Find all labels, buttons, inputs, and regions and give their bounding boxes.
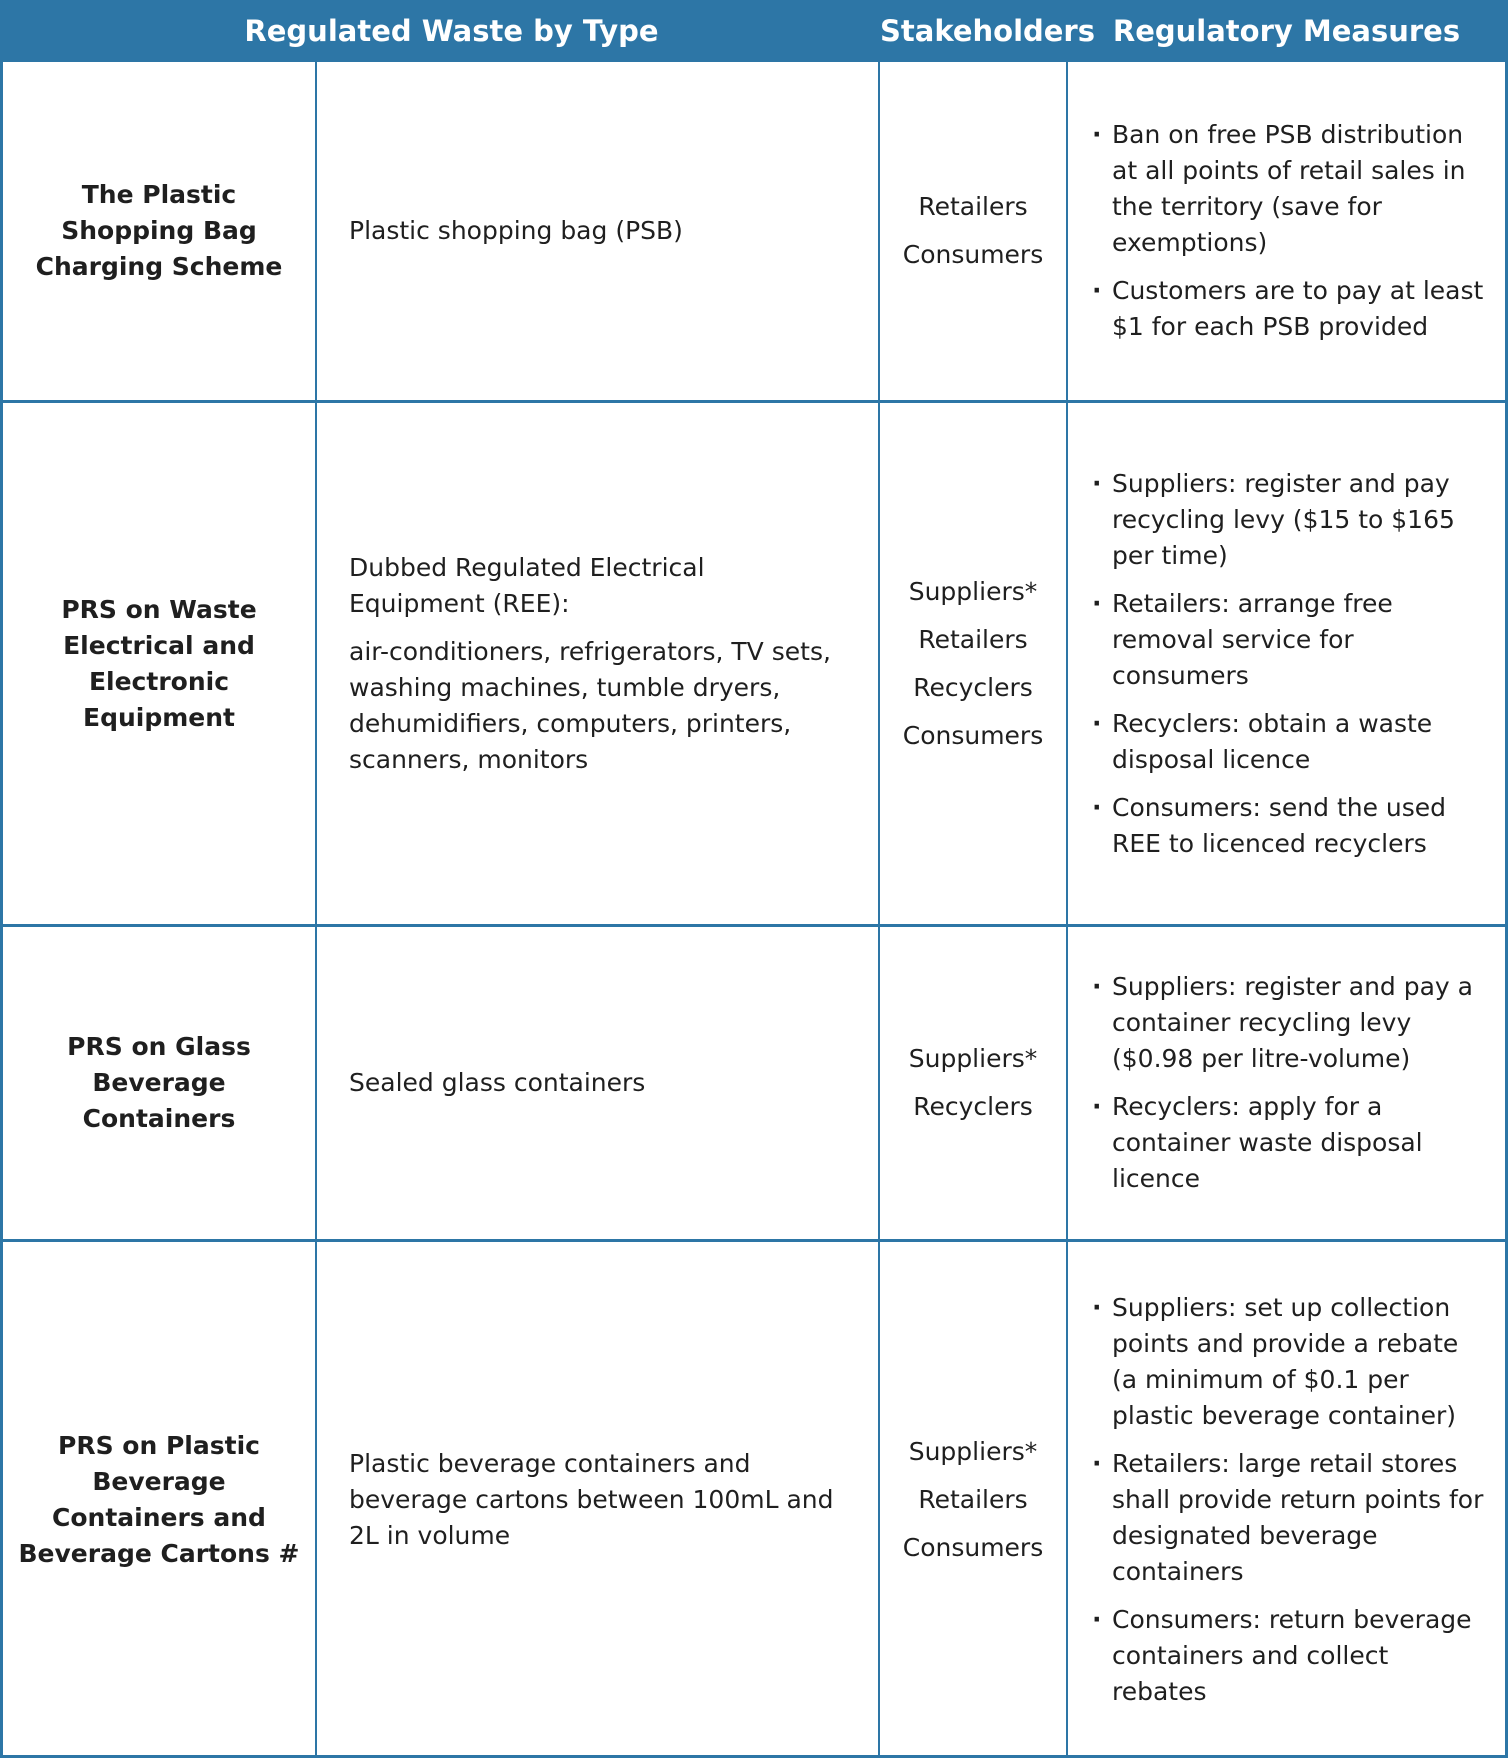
stakeholders <box>880 62 1068 400</box>
regulatory-measures <box>1068 927 1505 1239</box>
regulatory-measures <box>1068 1242 1505 1758</box>
table-row-waste-electrical-equipment <box>3 403 1505 927</box>
stakeholder: Recyclers <box>913 672 1033 702</box>
measure-item: · Suppliers: register and pay recycling levy ($15 to $165 per time) <box>1092 466 1489 574</box>
waste-text: Plastic beverage containers and beverage cartons between 100mL and 2L in volume <box>349 1449 834 1550</box>
regulatory-measures <box>1068 403 1505 924</box>
stakeholder: Retailers <box>918 1485 1028 1514</box>
measure-item: · Retailers: large retail stores shall provide return points for designated beverage containers <box>1092 1446 1489 1590</box>
stakeholder: Consumers <box>902 1533 1044 1562</box>
regulatory-measures <box>1068 62 1505 400</box>
scheme-name: PRS on Glass Beverage Containers <box>3 927 317 1239</box>
header-stakeholders: Stakeholders <box>880 14 1095 48</box>
measure-item: · Recyclers: obtain a waste disposal licence <box>1092 706 1489 778</box>
waste-type <box>317 403 880 924</box>
measure-item: · Consumers: return beverage containers and collect rebates <box>1092 1602 1489 1710</box>
measure-item: · Suppliers: register and pay a container recycling levy ($0.98 per litre-volume) <box>1092 969 1489 1077</box>
measure-item: · Retailers: arrange free removal service for consumers <box>1092 586 1489 694</box>
table-row-plastic-shopping-bag <box>3 62 1505 403</box>
stakeholder: Suppliers* <box>908 1044 1038 1073</box>
scheme-name: PRS on Waste Electrical and Electronic Equipment <box>3 403 317 924</box>
stakeholder: Recyclers <box>913 1092 1033 1121</box>
waste-text: Sealed glass containers <box>349 1068 646 1097</box>
waste-type <box>317 927 880 1239</box>
waste-type <box>317 62 880 400</box>
measure-item: · Consumers: send the used REE to licenced recyclers <box>1092 790 1489 862</box>
stakeholder: Consumers <box>902 720 1044 750</box>
stakeholder: Suppliers* <box>908 576 1038 606</box>
waste-text: air-conditioners, refrigerators, TV sets, washing machines, tumble dryers, dehumidifiers, computers, printers, scanners, monitors <box>349 636 831 774</box>
table-row-glass-beverage-containers <box>3 927 1505 1242</box>
measure-item: · Recyclers: apply for a container waste disposal licence <box>1092 1089 1489 1197</box>
waste-text: Dubbed Regulated Electrical Equipment (REE): <box>349 552 705 618</box>
stakeholder: Suppliers* <box>908 1437 1038 1466</box>
measure-item: · Ban on free PSB distribution at all points of retail sales in the territory (save for exemptions) <box>1092 117 1489 261</box>
stakeholders <box>880 403 1068 924</box>
table-header <box>3 0 1505 62</box>
waste-text: Plastic shopping bag (PSB) <box>349 216 683 245</box>
stakeholders <box>880 927 1068 1239</box>
table-row-plastic-beverage-containers <box>3 1242 1505 1758</box>
header-regulated-waste-by-type: Regulated Waste by Type <box>244 14 659 48</box>
stakeholder: Consumers <box>902 240 1044 269</box>
header-regulatory-measures: Regulatory Measures <box>1112 14 1461 48</box>
scheme-name: The Plastic Shopping Bag Charging Scheme <box>3 62 317 400</box>
scheme-name: PRS on Plastic Beverage Containers and Beverage Cartons # <box>3 1242 317 1758</box>
measure-item: · Suppliers: set up collection points and provide a rebate (a minimum of $0.1 per plastic beverage container) <box>1092 1290 1489 1434</box>
stakeholder: Retailers <box>918 192 1028 221</box>
measure-item: · Customers are to pay at least $1 for each PSB provided <box>1092 273 1489 345</box>
stakeholder: Retailers <box>918 624 1028 654</box>
stakeholders <box>880 1242 1068 1758</box>
waste-type <box>317 1242 880 1758</box>
